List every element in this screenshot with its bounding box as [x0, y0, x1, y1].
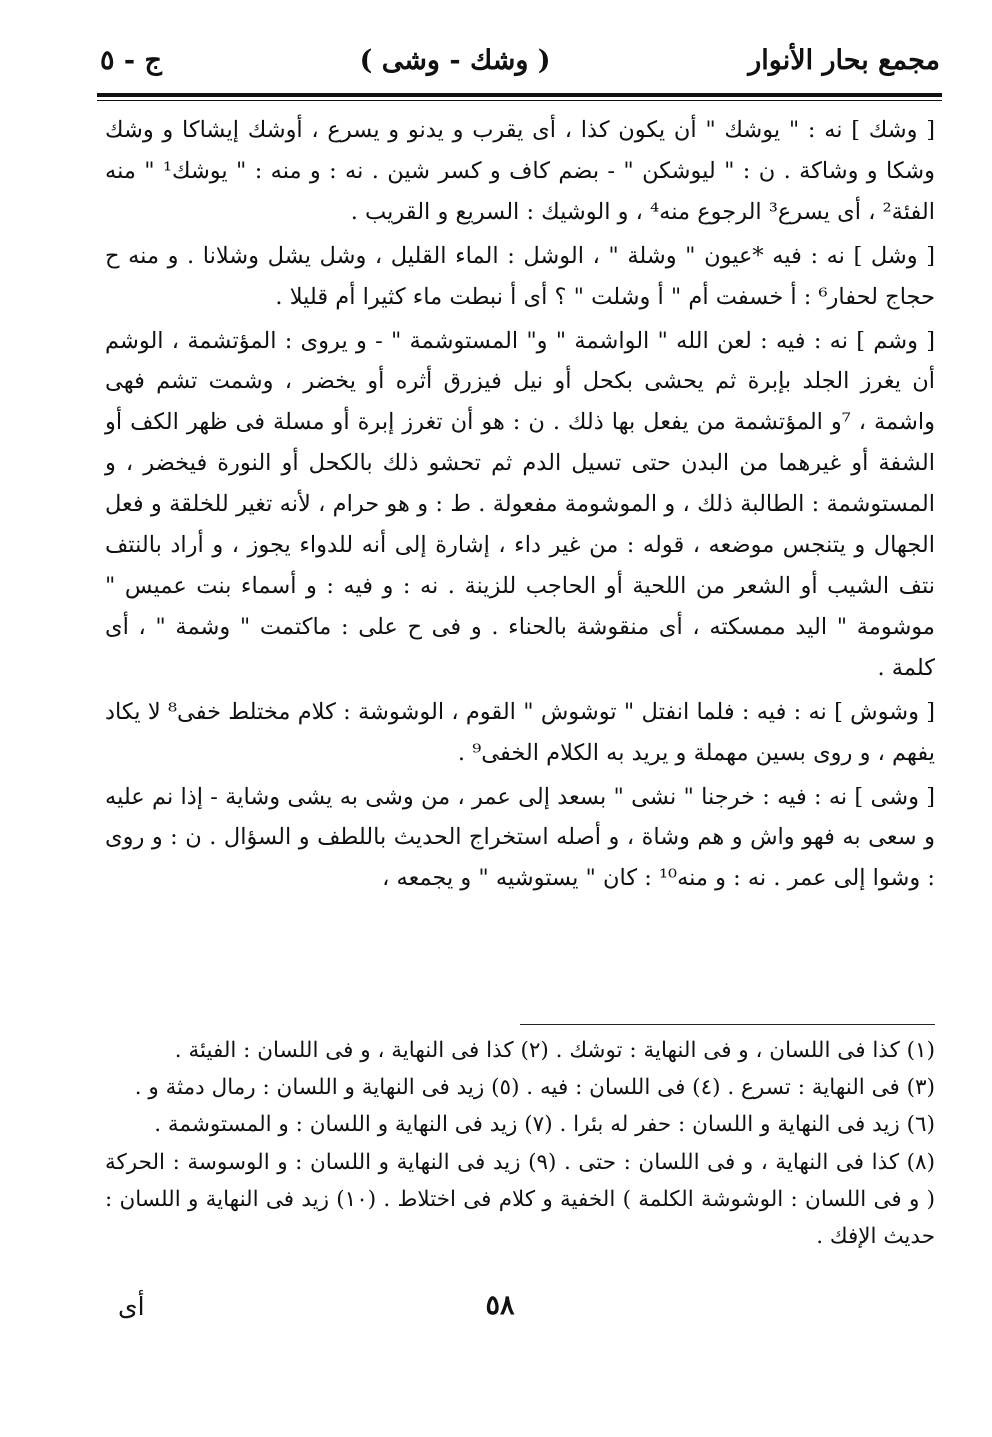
volume-number: ج - ٥	[100, 44, 162, 76]
entry-washwash: [ وشوش ] نه : فيه : فلما انفتل " توشوش " القوم ، الوشوشة : كلام مختلط خفى⁸ لا يكاد يفهم ، و روى بسين مهملة و يريد به الكلام الخفى⁹ .	[105, 698, 935, 766]
catchword: أى	[118, 1292, 145, 1321]
header-rule-thick	[97, 93, 942, 97]
footnote-line: (١) كذا فى اللسان ، و فى النهاية : توشك . (٢) كذا فى النهاية ، و فى اللسان : الفيئة .	[174, 1038, 935, 1063]
entry-washm: [ وشم ] نه : فيه : لعن الله " الواشمة " و" المستوشمة " - و يروى : المؤتشمة ، الوشم أن يغرز الجلد بإبرة ثم يحشى بكحل أو نيل فيزرق أثره أو يخضر ، وشمت تشم فهى واشمة ، ⁷و المؤتشمة من يفعل بها ذلك . ن : هو أن تغرز إبرة أو مسلة فى ظهر الكف أو الشفة أو غيرهما من البدن حتى تسيل الدم ثم تحشو ذلك بالكحل أو النورة فيخضر ، و المستوشمة : الطالبة ذلك ، و الموشومة مفعولة . ط : و هو حرام ، لأنه تغير للخلقة و فعل الجهال و يتنجس موضعه ، قوله : من غير داء ، إشارة إلى أنه للدواء يجوز ، و أراد بالنتف نتف الشيب أو الشعر من اللحية أو الحاجب للزينة . نه : و فيه : و أسماء بنت عميس " موشومة " اليد ممسكته ، أى منقوشة بالحناء . و فى ح على : ماكتمت " وشمة " ، أى كلمة .	[105, 327, 935, 681]
entry-washy: [ وشى ] نه : فيه : خرجنا " نشى " بسعد إلى عمر ، من وشى به يشى وشاية - إذا نم عليه و سعى به فهو واش و هم وشاة ، و أصله استخراج الحديث باللطف و السؤال . ن : و روى : وشوا إلى عمر . نه : و منه¹⁰ : كان " يستوشيه " و يجمعه ،	[105, 783, 935, 892]
running-header	[100, 40, 940, 80]
footnote-line: (٨) كذا فى النهاية ، و فى اللسان : حتى . (٩) زيد فى النهاية و اللسان : و الوسوسة : الحركة ( و فى اللسان : الوشوشة الكلمة ) الخفية و كلام فى اختلاط . (١٠) زيد فى النهاية و اللسان : حديث الإفك .	[105, 1149, 935, 1250]
main-text	[105, 110, 935, 899]
footnotes	[105, 1032, 935, 1255]
page-number: ٥٨	[485, 1290, 515, 1321]
footnote-line: (٣) فى النهاية : تسرع . (٤) فى اللسان : فيه . (٥) زيد فى النهاية و اللسان : رمال دمثة و .	[134, 1075, 935, 1101]
footnote-rule	[520, 1024, 935, 1025]
book-title: مجمع بحار الأنوار	[748, 44, 940, 76]
entry-washl: [ وشل ] نه : فيه *عيون " وشلة " ، الوشل : الماء القليل ، وشل يشل وشلانا . و منه ح حجاج لحفار⁶ : أ خسفت أم " أ وشلت " ؟ أى أ نبطت ماء كثيرا أم قليلا .	[105, 242, 935, 310]
header-rule-thin	[97, 100, 942, 101]
entry-washk: [ وشك ] نه : " يوشك " أن يكون كذا ، أى يقرب و يدنو و يسرع ، أوشك إيشاكا و وشك وشكا و وشاكة . ن : " ليوشكن " - بضم كاف و كسر شين . نه : و منه : " يوشك¹ " منه الفئة² ، أى يسرع³ الرجوع منه⁴ ، و الوشيك : السريع و القريب .	[105, 117, 935, 225]
section-range: ( وشك - وشى )	[359, 44, 551, 76]
footnote-line: (٦) زيد فى النهاية و اللسان : حفر له بئرا . (٧) زيد فى النهاية و اللسان : و المستوشمة .	[154, 1112, 935, 1138]
